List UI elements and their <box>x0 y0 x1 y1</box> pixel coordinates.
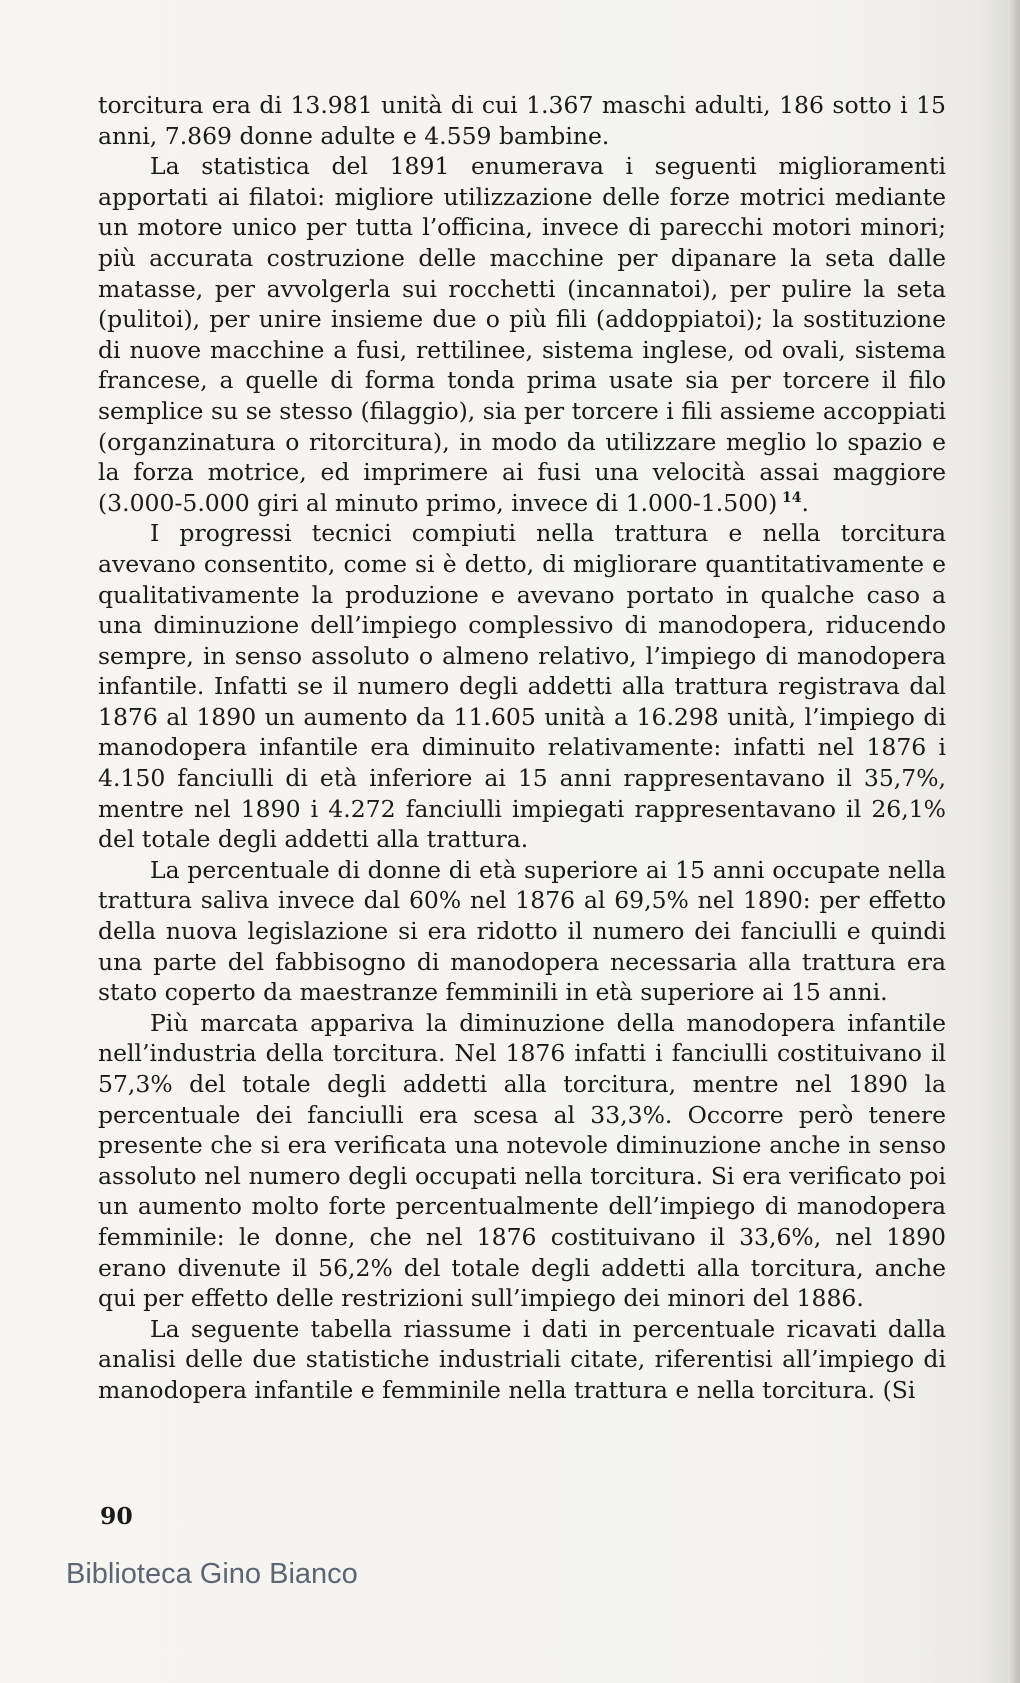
paragraph-2-text: La statistica del 1891 enumerava i seguenti miglioramenti apportati ai filatoi: migliore utilizzazione delle forze motrici mediante un motore unico per tutta l’officina, invece di parecchi motori minori; più accurata costruzione delle macchine per dipanare la seta dalle matasse, per avvolgerla sui rocchetti (incannatoi), per pulire la seta (pulitoi), per unire insieme due o più fili (addoppiatoi); la sostituzione di nuove macchine a fusi, rettilinee, sistema inglese, od ovali, sistema francese, a quelle di forma tonda prima usate sia per torcere il filo semplice su se stesso (filaggio), sia per torcere i fili assieme accoppiati (organzinatura o ritorcitura), in modo da utilizzare meglio lo spazio e la forza motrice, ed imprimere ai fusi una velocità assai maggiore (3.000-5.000 giri al minuto primo, invece di 1.000-1.500) <box>98 152 946 517</box>
paragraph-4-text: La percentuale di donne di età superiore ai 15 anni occupate nella trattura saliva invece dal 60% nel 1876 al 69,5% nel 1890: per effetto della nuova legislazione si era ridotto il numero dei fanciulli e quindi una parte del fabbisogno di manodopera necessaria alla trattura era stato coperto da maestranze femminili in età superiore ai 15 anni. <box>98 855 946 1007</box>
paragraph-5 <box>98 1008 946 1314</box>
paragraph-5-text: Più marcata appariva la diminuzione della manodopera infantile nell’industria della torcitura. Nel 1876 infatti i fanciulli costituivano il 57,3% del totale degli addetti alla torcitura, mentre nel 1890 la percentuale dei fanciulli era scesa al 33,3%. Occorre però tenere presente che si era verificata una notevole diminuzione anche in senso assoluto nel numero degli occupati nella torcitura. Si era verificato poi un aumento molto forte percentualmente dell’impiego di manodopera femminile: le donne, che nel 1876 costituivano il 33,6%, nel 1890 erano divenute il 56,2% del totale degli addetti alla torcitura, anche qui per effetto delle restrizioni sull’impiego dei minori del 1886. <box>98 1008 946 1313</box>
paragraph-2: La statistica del 1891 enumerava i seguenti miglioramenti apportati ai filatoi: migliore utilizzazione delle forze motrici mediante un motore unico per tutta l’officina, invece di parecchi motori minori; più accurata costruzione delle macchine per dipanare la seta dalle matasse, per avvolgerla sui rocchetti (incannatoi), per pulire la seta (pulitoi), per unire insieme due o più fili (addoppiatoi); la sostituzione di nuove macchine a fusi, rettilinee, sistema inglese, od ovali, sistema francese, a quelle di forma tonda prima usate sia per torcere il filo semplice su se stesso (filaggio), sia per torcere i fili assieme accoppiati (organzinatura o ritorcitura), in modo da utilizzare meglio lo spazio e la forza motrice, ed imprimere ai fusi una velocità assai maggiore (3.000-5.000 giri al minuto primo, invece di 1.000-1.500) $^{14}$. <box>98 152 946 517</box>
library-watermark: Biblioteca Gino Bianco <box>66 1558 358 1590</box>
paragraph-3 <box>98 518 946 855</box>
paragraph-6-text: La seguente tabella riassume i dati in percentuale ricavati dalla analisi delle due statistiche industriali citate, riferentisi all’impiego di manodopera infantile e femminile nella trattura e nella torcitura. (Si <box>98 1314 946 1404</box>
page-edge-shadow <box>1008 0 1020 1683</box>
paragraph-4 <box>98 855 946 1008</box>
page-number: 90 <box>100 1502 133 1530</box>
body-text <box>98 90 946 1406</box>
footnote-marker: 14 <box>781 489 802 506</box>
paragraph-6 <box>98 1314 946 1406</box>
paragraph-3-text: I progressi tecnici compiuti nella trattura e nella torcitura avevano consentito, come si è detto, di migliorare quantitativamente e qualitativamente la produzione e avevano portato in qualche caso a una diminuzione dell’impiego complessivo di manodopera, riducendo sempre, in senso assoluto o almeno relativo, l’impiego di manodopera infantile. Infatti se il numero degli addetti alla trattura registrava dal 1876 al 1890 un aumento da 11.605 unità a 16.298 unità, l’impiego di manodopera infantile era diminuito relativamente: infatti nel 1876 i 4.150 fanciulli di età inferiore ai 15 anni rappresentavano il 35,7%, mentre nel 1890 i 4.272 fanciulli impiegati rappresentavano il 26,1% del totale degli addetti alla trattura. <box>98 519 946 854</box>
paragraph-1 <box>98 90 946 151</box>
paragraph-1-text: torcitura era di 13.981 unità di cui 1.367 maschi adulti, 186 sotto i 15 anni, 7.869 donne adulte e 4.559 bambine. <box>98 91 946 150</box>
